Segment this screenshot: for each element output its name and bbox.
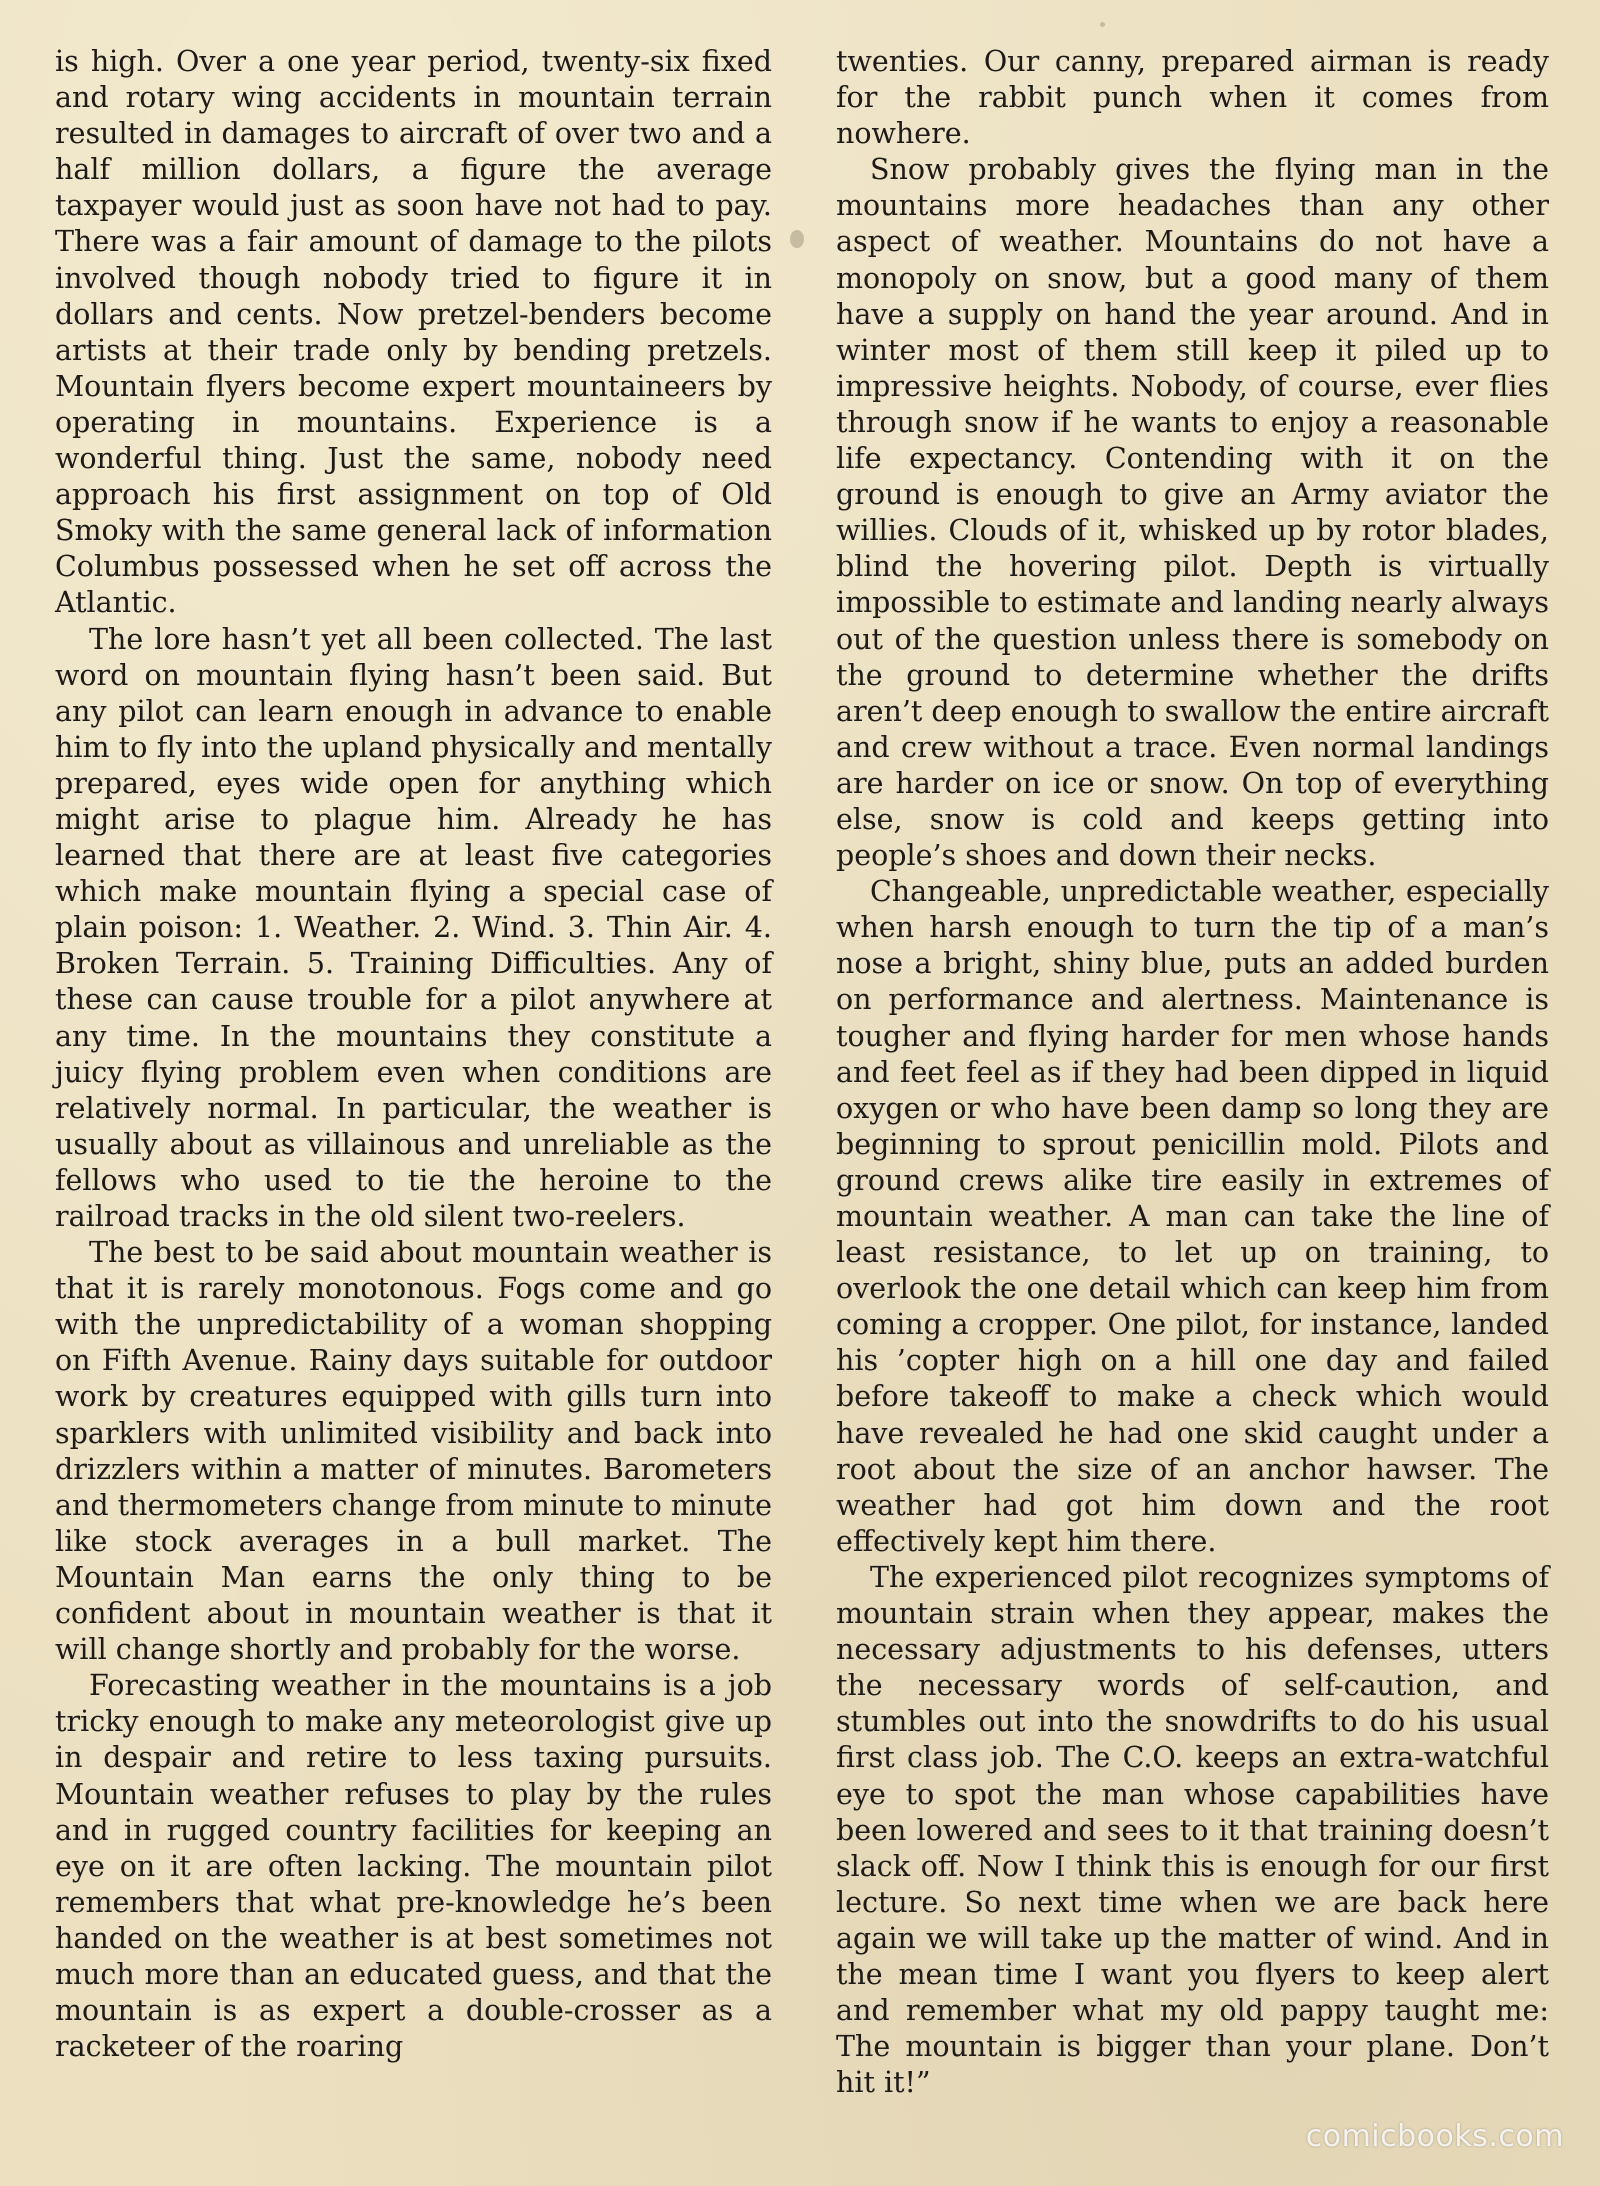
paragraph: is high. Over a one year period, twenty-six fixed and rotary wing accidents in mountain terrain resulted in damages to aircraft of over two and a half million dollars, a figure the average taxpayer would just as soon have not had to pay. There was a fair amount of damage to the pilots involved though nobody tried to figure it in dollars and cents. Now pretzel-benders become artists at their trade only by bending pretzels. Mountain flyers become expert mountaineers by operating in mountains. Experience is a wonderful thing. Just the same, nobody need approach his first assignment on top of Old Smoky with the same general lack of information Columbus possessed when he set off across the Atlantic. (55, 45, 772, 620)
paragraph: The lore hasn’t yet all been collected. The last word on mountain flying hasn’t been said. But any pilot can learn enough in advance to enable him to fly into the upland physically and mentally prepared, eyes wide open for anything which might arise to plague him. Already he has learned that there are at least five categories which make mountain flying a special case of plain poison: 1. Weather. 2. Wind. 3. Thin Air. 4. Broken Terrain. 5. Training Difficulties. Any of these can cause trouble for a pilot anywhere at any time. In the mountains they constitute a juicy flying problem even when conditions are relatively normal. In particular, the weather is usually about as villainous and unreliable as the fellows who used to tie the heroine to the railroad tracks in the old silent two-reelers. (55, 622, 772, 1233)
paper-speck (790, 230, 804, 248)
site-watermark: comicbooks.com (1305, 2119, 1564, 2154)
paper-speck (1100, 22, 1105, 27)
paragraph: The best to be said about mountain weather is that it is rarely monotonous. Fogs come and go with the unpredictability of a woman shopping on Fifth Avenue. Rainy days suitable for outdoor work by creatures equipped with gills turn into sparklers with unlimited visibility and back into drizzlers within a matter of minutes. Barometers and thermometers change from minute to minute like stock averages in a bull market. The Mountain Man earns the only thing to be confident about in mountain weather is that it will change shortly and probably for the worse. (55, 1236, 772, 1667)
paragraph: Changeable, unpredictable weather, especially when harsh enough to turn the tip of a man’s nose a bright, shiny blue, puts an added burden on performance and alertness. Maintenance is tougher and flying harder for men whose hands and feet feel as if they had been dipped in liquid oxygen or who have been damp so long they are beginning to sprout penicillin mold. Pilots and ground crews alike tire easily in extremes of mountain weather. A man can take the line of least resistance, to let up on training, to overlook the one detail which can keep him from coming a cropper. One pilot, for instance, landed his ’copter high on a hill one day and failed before takeoff to make a check which would have revealed he had one skid caught under a root about the size of an anchor hawser. The weather had got him down and the root effectively kept him there. (836, 875, 1549, 1558)
paragraph: Forecasting weather in the mountains is a job tricky enough to make any meteorologist give up in despair and retire to less taxing pursuits. Mountain weather refuses to play by the rules and in rugged country facilities for keeping an eye on it are often lacking. The mountain pilot remembers that what pre-knowledge he’s been handed on the weather is at best sometimes not much more than an educated guess, and that the mountain is as expert a double-crosser as a racketeer of the roaring (55, 1669, 772, 2064)
left-text-column (55, 44, 772, 2065)
paragraph: The experienced pilot recognizes symptoms of mountain strain when they appear, makes the necessary adjustments to his defenses, utters the necessary words of self-caution, and stumbles out into the snowdrifts to do his usual first class job. The C.O. keeps an extra-watchful eye to spot the man whose capabilities have been lowered and sees to it that training doesn’t slack off. Now I think this is enough for our first lecture. So next time when we are back here again we will take up the matter of wind. And in the mean time I want you flyers to keep alert and remember what my old pappy taught me: The mountain is bigger than your plane. Don’t hit it!” (836, 1560, 1549, 2100)
right-text-column (836, 44, 1549, 2101)
paragraph: twenties. Our canny, prepared airman is ready for the rabbit punch when it comes from nowhere. (836, 45, 1549, 151)
paragraph: Snow probably gives the flying man in the mountains more headaches than any other aspect of weather. Mountains do not have a monopoly on snow, but a good many of them have a supply on hand the year around. And in winter most of them still keep it piled up to impressive heights. Nobody, of course, ever flies through snow if he wants to enjoy a reasonable life expectancy. Contending with it on the ground is enough to give an Army aviator the willies. Clouds of it, whisked up by rotor blades, blind the hovering pilot. Depth is virtually impossible to estimate and landing nearly always out of the question unless there is somebody on the ground to determine whether the drifts aren’t deep enough to swallow the entire aircraft and crew without a trace. Even normal landings are harder on ice or snow. On top of everything else, snow is cold and keeps getting into people’s shoes and down their necks. (836, 153, 1549, 873)
